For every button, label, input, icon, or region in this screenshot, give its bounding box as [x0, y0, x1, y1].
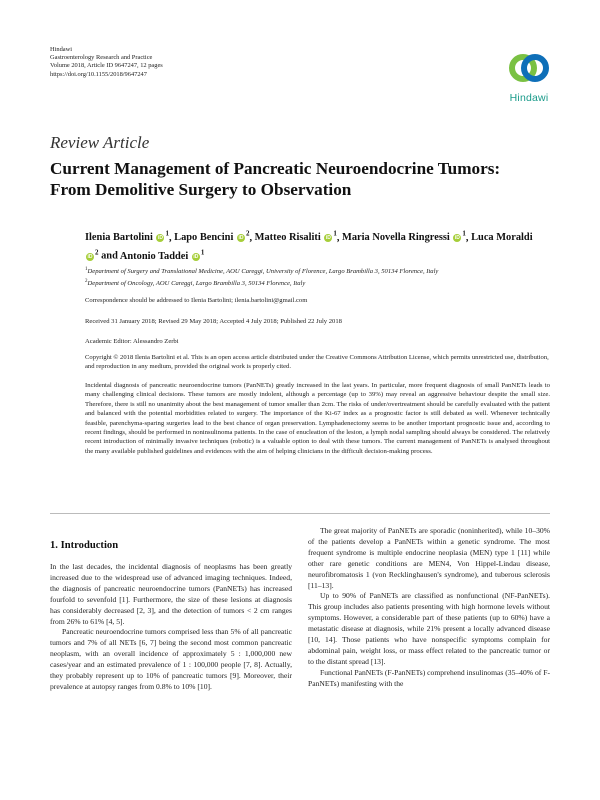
orcid-icon[interactable]: iD [238, 235, 244, 242]
author[interactable]: Ilenia Bartolini $iD^1$ [85, 230, 169, 244]
abstract: Incidental diagnosis of pancreatic neuroendocrine tumors (PanNETs) greatly increased in the last years. In particular, more frequent diagnosis of small PanNETs leads to many challenging clinical decisions. These tumors are mostly indolent, although a percentage (up to 39%) may reveal an aggressive behaviour despite the small size. Therefore, there is still no unanimity about the best management of tumor smaller than 2cm. The risks of under/overtreatment should be carefully evaluated with the patient and balanced with the potential morbidities related to surgery. The importance of the Ki-67 index as a prognostic factor is still debated as well. Whenever technically feasible, parenchyma-sparing surgeries lead to the best chance of organ preservation. Lymphadenectomy seems to be another important prognostic issue and, according to recent findings, should be performed in noninsulinoma patients. In the case of enucleation of the lesion, a lymph nodal sampling should always be considered. The relatively recent introduction of minimally invasive techniques (robotic) is a valuable option to deal with these tumors. The current management of PanNETs is analysed throughout the many available published guidelines and evidences with the aim of helping clinicians in the difficult decision-making process. [85, 382, 550, 455]
author[interactable]: Matteo Risaliti $iD^1$ [254, 230, 337, 244]
journal-header [50, 46, 163, 79]
article-dates: Received 31 January 2018; Revised 29 May 2018; Accepted 4 July 2018; Published 22 July 2018 [85, 318, 342, 325]
article-type: Review Article [50, 133, 150, 152]
academic-editor: Academic Editor: Alessandro Zerbi [85, 338, 179, 345]
affiliation: $^1$Department of Surgery and Translational Medicine, AOU Careggi, University of Florence, Largo Brambilla 3, 50134 Florence, Italy [85, 267, 439, 276]
author[interactable]: Antonio Taddei $iD^1$ [119, 248, 205, 262]
author-list: Ilenia Bartolini $iD^1$, Lapo Bencini $iD^2$, Matteo Risaliti $iD^1$, Maria Novella Ringressi $iD^1$, Luca Moraldi $iD^2$ and Antonio Taddei $iD^1$ [85, 230, 533, 262]
copyright: Copyright © 2018 Ilenia Bartolini et al. This is an open access article distributed under the Creative Commons Attribution License, which permits unrestricted use, distribution, and reproduction in any medium, provided the original work is properly cited. [85, 354, 549, 371]
paragraph: In the last decades, the incidental diagnosis of neoplasms has been greatly increased due to the widespread use of advanced imaging techniques. Indeed, the diagnosis of pancreatic neuroendocrine tumors (PanNETs) has increased fourfold to sevenfold [1]. Furthermore, the size of these lesions at diagnosis has considerably decreased [2, 3], and the detection of tumors < 2 cm ranges from 26% to 61% [4, 5]. [50, 562, 292, 626]
affiliation: $^2$Department of Oncology, AOU Careggi, Largo Brambilla 3, 50134 Florence, Italy [85, 278, 306, 287]
orcid-icon[interactable]: iD [325, 235, 331, 242]
paragraph: Pancreatic neuroendocrine tumors comprised less than 5% of all pancreatic tumors and 7% of all NETs [6, 7] being the second most common pancreatic neoplasm, with an overall incidence of approximately 5 : 1,000,000 new cases/year and an estimated prevalence of 1 : 100,000 people [7, 8]. Actually, they probably represent up to 10% of pancreatic tumors [9]. Moreover, their prevalence at autopsy ranges from 0.8% to 10% [10]. [50, 627, 292, 691]
correspondence: Correspondence should be addressed to Ilenia Bartolini; ilenia.bartolini@gmail.com [85, 297, 308, 304]
divider [50, 513, 550, 514]
journal-name: Gastroenterology Research and Practice [50, 54, 153, 62]
journal-doi[interactable]: https://doi.org/10.1155/2018/9647247 [50, 70, 147, 78]
orcid-icon[interactable]: iD [454, 235, 460, 242]
paragraph: Up to 90% of PanNETs are classified as nonfunctional (NF-PanNETs). This group includes also patients presenting with high hormone levels without symptoms. However, a considerable part of these patients (up to 60%) have a metastatic disease at diagnosis, while 21% present a locally advanced disease [10, 14]. Those patients who have nonspecific symptoms complain for abdominal pain, weight loss, or mass effect related to the pancreatic tumor or to the distant spread [13]. [308, 591, 550, 666]
author[interactable]: Lapo Bencini $iD^2$ [174, 230, 250, 244]
section-heading: 1. Introduction [50, 540, 119, 551]
body-column-right [308, 526, 550, 690]
journal-volume: Volume 2018, Article ID 9647247, 12 pages [50, 62, 163, 70]
journal-publisher: Hindawi [50, 46, 73, 53]
orcid-icon[interactable]: iD [157, 235, 163, 242]
author[interactable]: Luca Moraldi $iD^2$ [87, 232, 533, 260]
orcid-icon[interactable]: iD [87, 253, 93, 260]
paragraph: The great majority of PanNETs are sporadic (noninherited), while 10–30% of the patients develop a PanNETs within a genetic syndrome. The most frequent syndrome is multiple endocrine neoplasia (MEN) type 1 [11] while other rare genetic conditions are MEN4, Von Hippel-Lindau disease, neurofibromatosis 1 (von Recklinghausen's syndrome), and tuberous sclerosis [11–13]. [308, 526, 550, 590]
page-title: Current Management of Pancreatic Neuroendocrine Tumors: From Demolitive Surgery to Observation [50, 159, 501, 199]
hindawi-logo-text: Hindawi [509, 92, 549, 104]
body-column-left [50, 562, 292, 693]
affiliations [85, 265, 565, 288]
paragraph: Functional PanNETs (F-PanNETs) comprehend insulinomas (35–40% of F-PanNETs) manifesting with the [308, 667, 550, 688]
orcid-icon[interactable]: iD [193, 253, 199, 260]
author[interactable]: Maria Novella Ringressi $iD^1$ [342, 230, 466, 244]
